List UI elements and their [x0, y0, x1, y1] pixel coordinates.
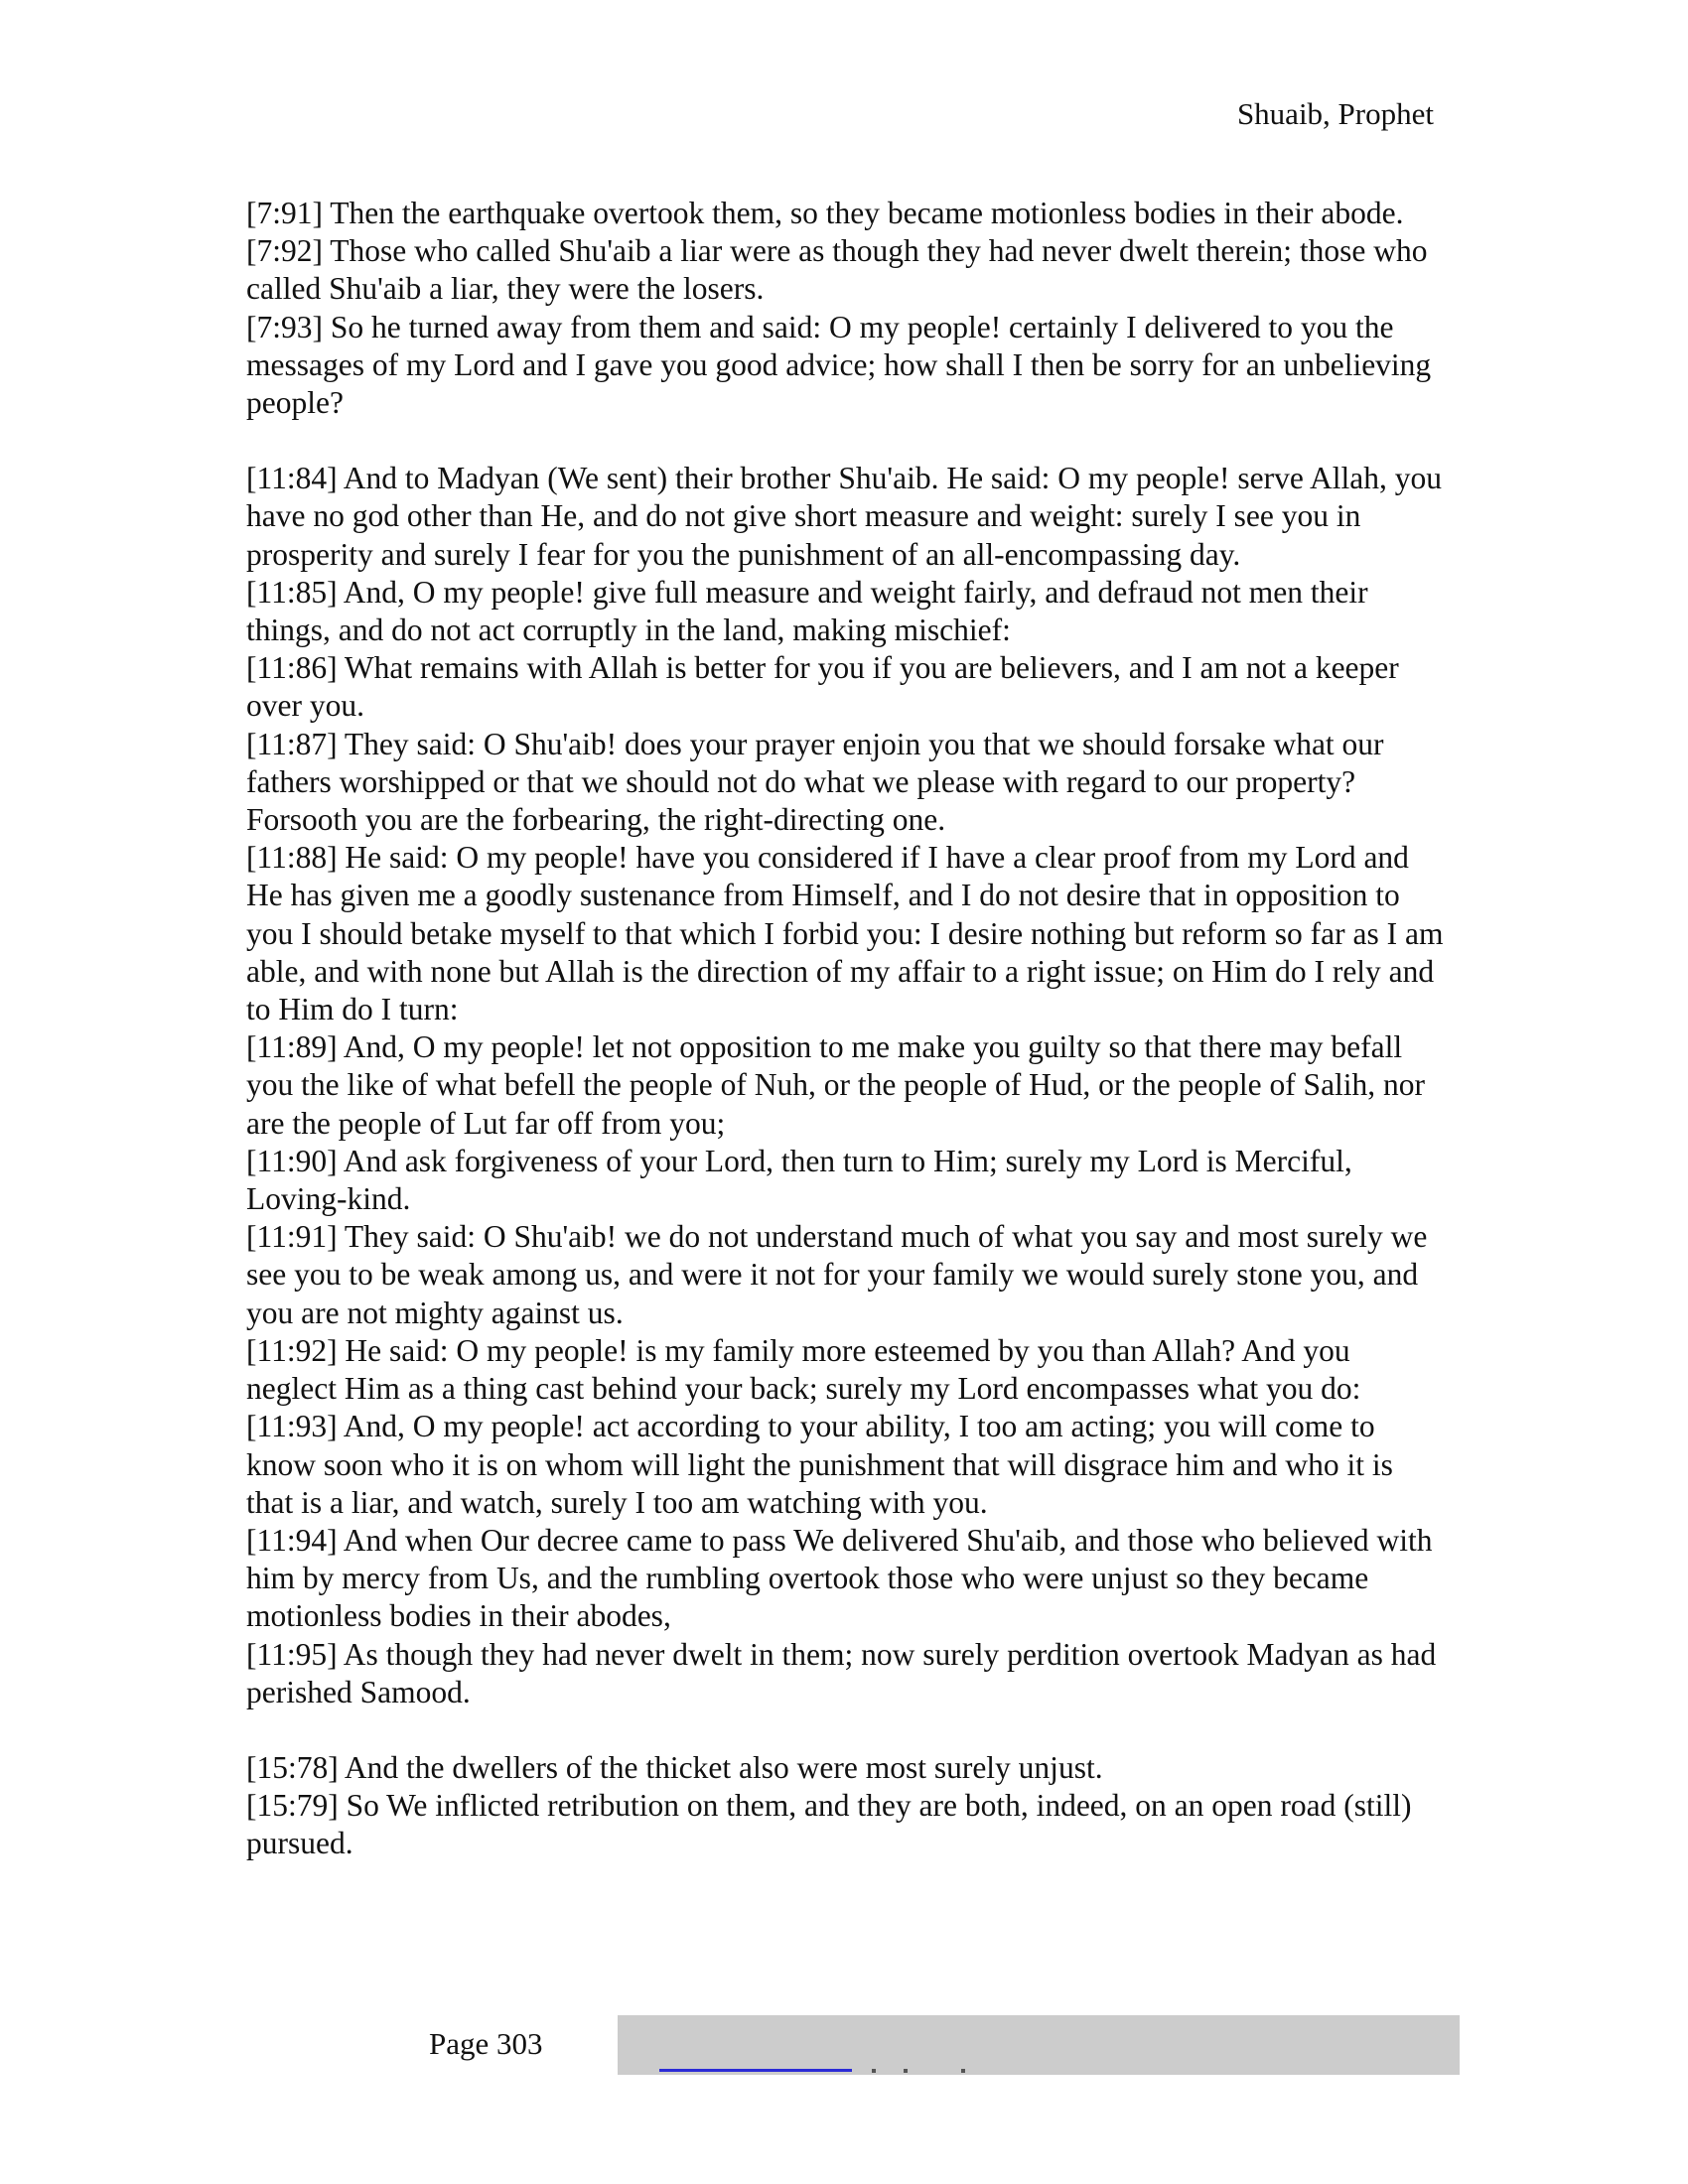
verse-15-79: [15:79] So We inflicted retribution on them, and they are both, indeed, on an open road (still) pursued.	[246, 1788, 1412, 1861]
footer-dot	[872, 2069, 876, 2073]
section-surah-11	[246, 460, 1448, 1711]
verse-11-90: [11:90] And ask forgiveness of your Lord, then turn to Him; surely my Lord is Merciful, Loving-kind.	[246, 1143, 1352, 1217]
verse-11-92: [11:92] He said: O my people! is my family more esteemed by you than Allah? And you neglect Him as a thing cast behind your back; surely my Lord encompasses what you do:	[246, 1332, 1361, 1407]
verse-11-95: [11:95] As though they had never dwelt in them; now surely perdition overtook Madyan as had perished Samood.	[246, 1636, 1437, 1709]
footer-dot	[961, 2069, 965, 2073]
verse-11-84: [11:84] And to Madyan (We sent) their brother Shu'aib. He said: O my people! serve Allah, you have no god other than He, and do not give short measure and weight: surely I see you in prosperity and surely I fear for you the punishment of an all-encompassing day.	[246, 461, 1442, 572]
verse-11-86: [11:86] What remains with Allah is better for you if you are believers, and I am not a keeper over you.	[246, 650, 1399, 724]
verse-11-91: [11:91] They said: O Shu'aib! we do not understand much of what you say and most surely we see you to be weak among us, and were it not for your family we would surely stone you, and you are not mighty against us.	[246, 1219, 1428, 1330]
verse-11-85: [11:85] And, O my people! give full measure and weight fairly, and defraud not men their things, and do not act corruptly in the land, making mischief:	[246, 574, 1368, 648]
verse-11-93: [11:93] And, O my people! act according to your ability, I too am acting; you will come to know soon who it is on whom will light the punishment that will disgrace him and who it is that is a liar, and watch, surely I too am watching with you.	[246, 1409, 1393, 1520]
verse-7-93: [7:93] So he turned away from them and said: O my people! certainly I delivered to you the messages of my Lord and I gave you good advice; how shall I then be sorry for an unbelieving people?	[246, 309, 1432, 421]
page-number: Page 303	[429, 2026, 543, 2061]
verse-15-78: [15:78] And the dwellers of the thicket also were most surely unjust.	[246, 1749, 1103, 1785]
verse-11-88: [11:88] He said: O my people! have you considered if I have a clear proof from my Lord and He has given me a goodly sustenance from Himself, and I do not desire that in opposition to you I should betake myself to that which I forbid you: I desire nothing but reform so far as I am able, and with none but Allah is the direction of my affair to a right issue; on Him do I rely and to Him do I turn:	[246, 840, 1444, 1027]
verse-7-91: [7:91] Then the earthquake overtook them, so they became motionless bodies in their abode.	[246, 196, 1404, 230]
verse-11-94: [11:94] And when Our decree came to pass We delivered Shu'aib, and those who believed with him by mercy from Us, and the rumbling overtook those who were unjust so they became motionless bodies in their abodes,	[246, 1522, 1433, 1634]
footer-dot	[904, 2069, 908, 2073]
verse-11-89: [11:89] And, O my people! let not opposition to me make you guilty so that there may befall you the like of what befell the people of Nuh, or the people of Hud, or the people of Salih, nor are the people of Lut far off from you;	[246, 1029, 1426, 1141]
verse-11-87: [11:87] They said: O Shu'aib! does your prayer enjoin you that we should forsake what our fathers worshipped or that we should not do what we please with regard to our property? Forsooth you are the forbearing, the right-directing one.	[246, 726, 1384, 838]
verse-7-92: [7:92] Those who called Shu'aib a liar were as though they had never dwelt therein; those who called Shu'aib a liar, they were the losers.	[246, 233, 1428, 307]
running-header: Shuaib, Prophet	[1236, 96, 1434, 131]
section-surah-7	[246, 195, 1448, 422]
footer-link-underline[interactable]	[659, 2069, 852, 2072]
section-surah-15	[246, 1749, 1448, 1863]
footer-banner	[618, 2015, 1460, 2075]
document-body	[246, 195, 1448, 1863]
